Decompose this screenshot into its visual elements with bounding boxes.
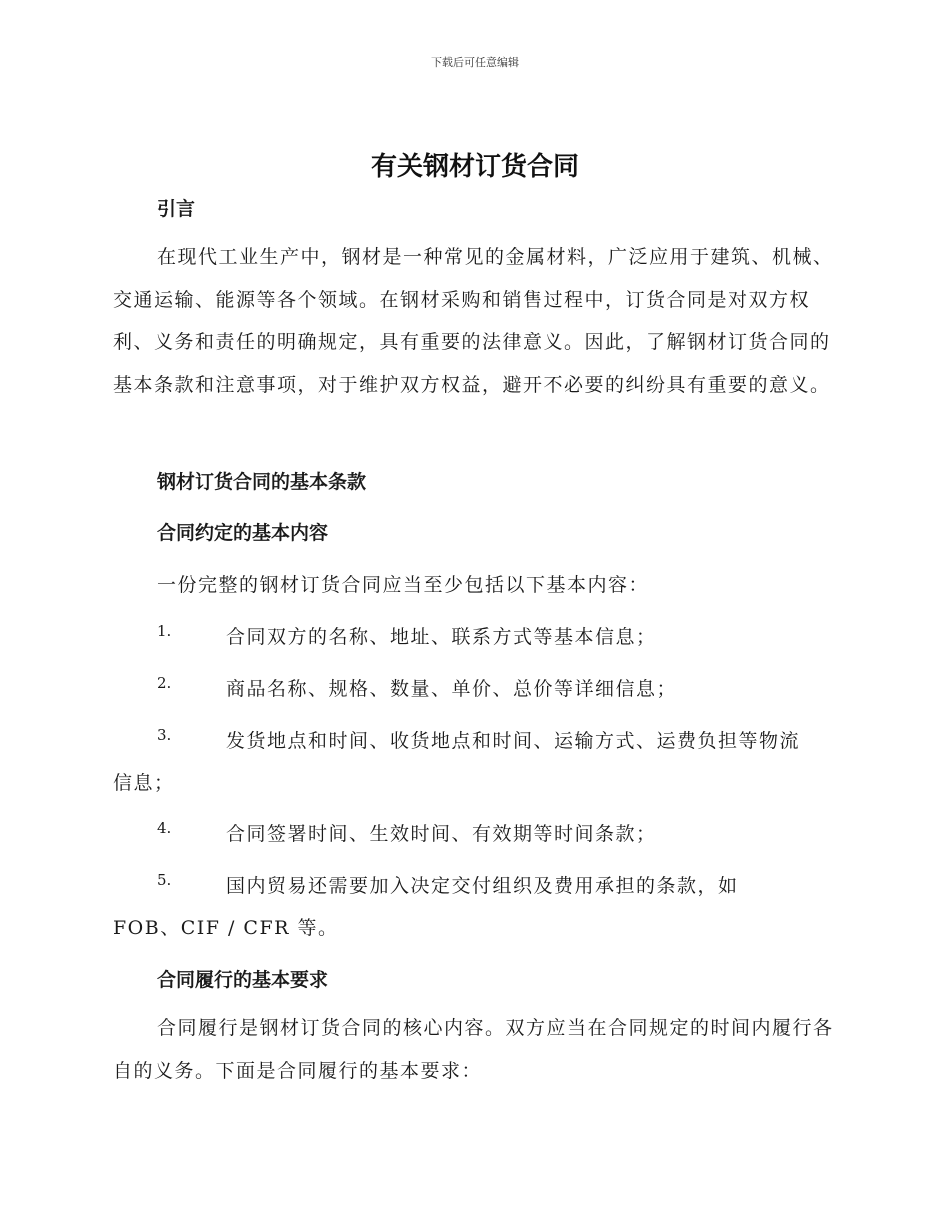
document-title: 有关钢材订货合同 [370, 152, 579, 182]
performance-paragraph: 合同履行是钢材订货合同的核心内容。双方应当在合同规定的时间内履行各自的义务。下面是合同履行的基本要求： [113, 1017, 834, 1082]
section-heading-performance: 合同履行的基本要求 [157, 969, 329, 991]
list-item-number: 3. [157, 726, 172, 744]
list-item-text: 合同签署时间、生效时间、有效期等时间条款； [226, 823, 657, 845]
intro-paragraph: 在现代工业生产中，钢材是一种常见的金属材料，广泛应用于建筑、机械、交通运输、能源等各个领域。在钢材采购和销售过程中，订货合同是对双方权利、义务和责任的明确规定，具有重要的法律意义。因此，了解钢材订货合同的基本条款和注意事项，对于维护双方权益，避开不必要的纠纷具有重要的意义。 [113, 246, 834, 396]
basic-content-intro: 一份完整的钢材订货合同应当至少包括以下基本内容： [157, 574, 650, 596]
list-item-text: 合同双方的名称、地址、联系方式等基本信息； [226, 626, 657, 648]
list-item-continuation: 信息； [113, 772, 175, 794]
list-item-continuation: FOB、CIF / CFR 等。 [113, 917, 339, 939]
section-heading-basic-terms: 钢材订货合同的基本条款 [157, 471, 367, 493]
list-item-text: 发货地点和时间、收货地点和时间、运输方式、运费负担等物流 [226, 730, 801, 752]
section-heading-basic-content: 合同约定的基本内容 [157, 522, 329, 544]
list-item-number: 2. [157, 674, 172, 692]
page-header: 下载后可任意编辑 [431, 56, 519, 69]
section-heading-intro: 引言 [157, 198, 196, 220]
list-item-number: 4. [157, 819, 172, 837]
list-item-text: 国内贸易还需要加入决定交付组织及费用承担的条款，如 [226, 875, 739, 897]
list-item-number: 1. [157, 622, 172, 640]
list-item-number: 5. [157, 871, 172, 889]
list-item-text: 商品名称、规格、数量、单价、总价等详细信息； [226, 678, 678, 700]
